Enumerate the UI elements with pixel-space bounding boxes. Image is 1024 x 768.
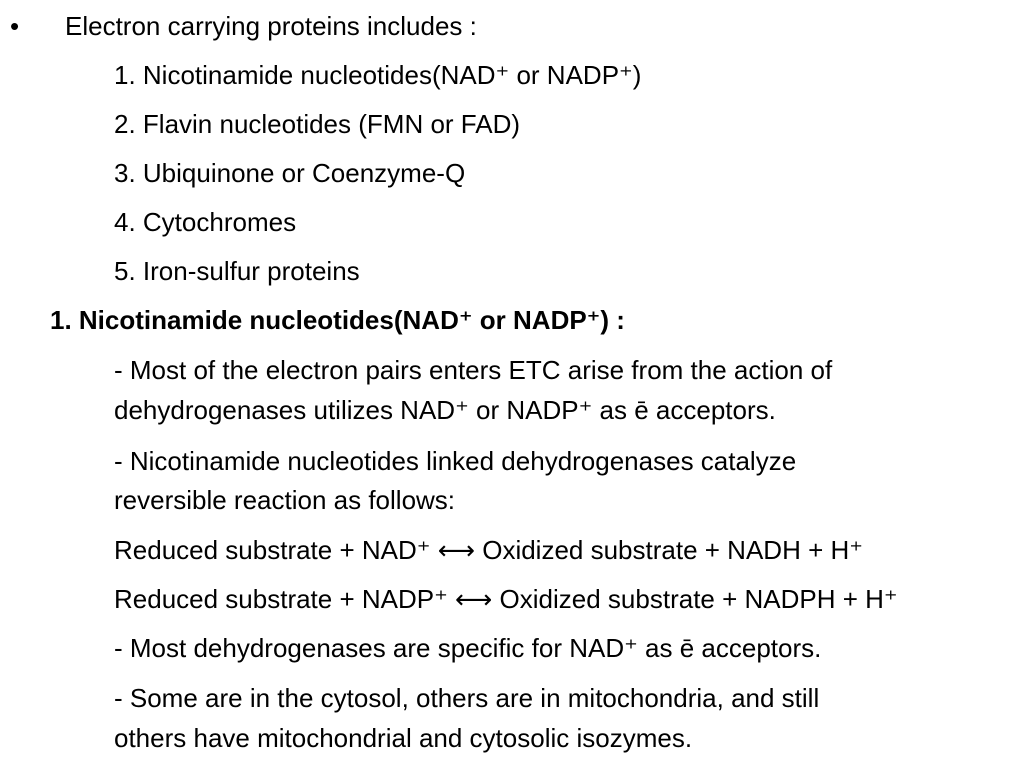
point-1-line-2: dehydrogenases utilizes NAD⁺ or NADP⁺ as ē acceptors. (114, 395, 776, 425)
point-4-line-2: others have mitochondrial and cytosolic isozymes. (114, 723, 693, 753)
carrier-item-4: 4. Cytochromes (114, 207, 297, 237)
bullet-icon: • (10, 11, 20, 41)
intro-text: Electron carrying proteins includes : (65, 11, 477, 41)
point-1-line-1: - Most of the electron pairs enters ETC arise from the action of (114, 355, 833, 385)
carrier-item-3: 3. Ubiquinone or Coenzyme-Q (114, 158, 466, 188)
point-4-line-1: - Some are in the cytosol, others are in mitochondria, and still (114, 683, 820, 713)
section-heading: 1. Nicotinamide nucleotides(NAD⁺ or NADP⁺) : (50, 305, 625, 335)
reaction-nadp: Reduced substrate + NADP⁺ ⟷ Oxidized substrate + NADPH + H⁺ (114, 584, 898, 614)
carrier-item-1: 1. Nicotinamide nucleotides(NAD⁺ or NADP⁺) (114, 60, 642, 90)
carrier-item-2: 2. Flavin nucleotides (FMN or FAD) (114, 109, 521, 139)
reaction-nad: Reduced substrate + NAD⁺ ⟷ Oxidized substrate + NADH + H⁺ (114, 535, 863, 565)
point-2-line-1: - Nicotinamide nucleotides linked dehydrogenases catalyze (114, 446, 797, 476)
carrier-item-5: 5. Iron-sulfur proteins (114, 256, 360, 286)
point-2-line-2: reversible reaction as follows: (114, 485, 456, 515)
point-3: - Most dehydrogenases are specific for NAD⁺ as ē acceptors. (114, 633, 822, 663)
